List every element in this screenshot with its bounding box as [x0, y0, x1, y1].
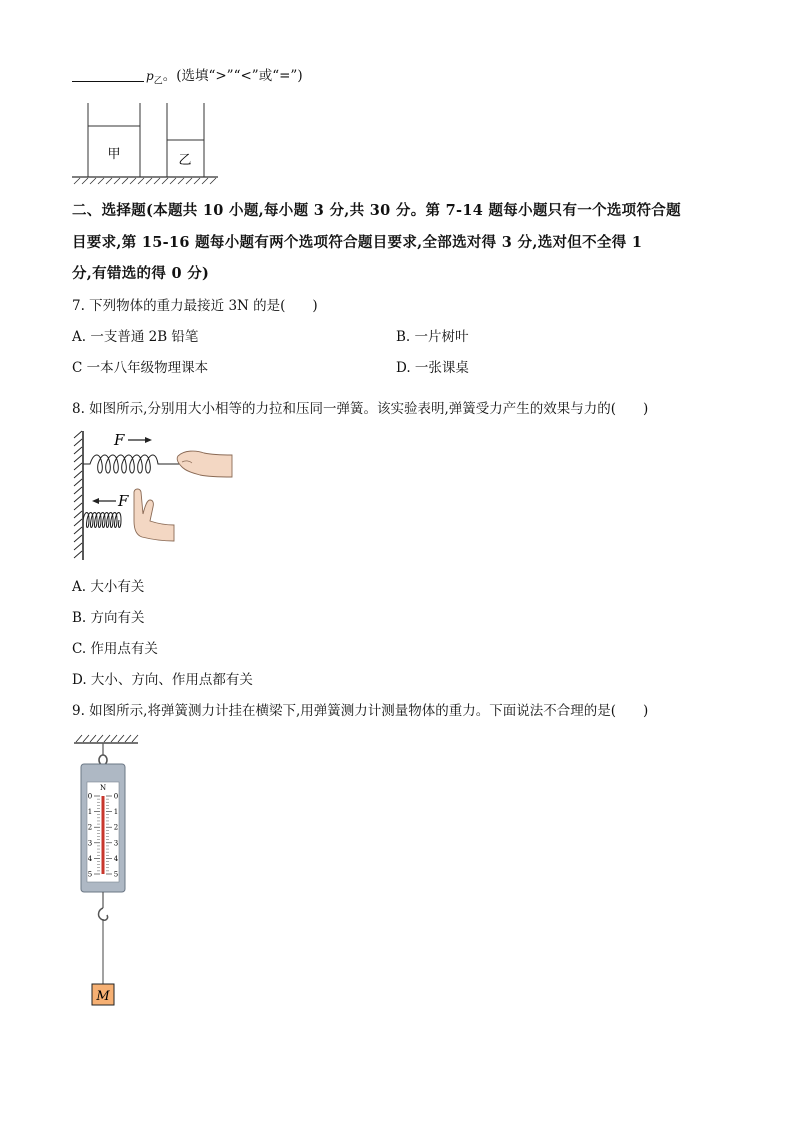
pulling-hand — [177, 451, 232, 477]
fill-hint: 。(选填“>”“<”或“=”) — [162, 68, 303, 84]
q9-stem: 9. 如图所示,将弹簧测力计挂在横梁下,用弹簧测力计测量物体的重力。下面说法不合理的是( ) — [72, 703, 649, 719]
q7-option-c[interactable]: C 一本八年级物理课本 — [72, 360, 209, 376]
ground-hatch — [74, 178, 216, 184]
q8-stem: 8. 如图所示,分别用大小相等的力拉和压同一弹簧。该实验表明,弹簧受力产生的效果与力的( ) — [72, 401, 649, 417]
tick-label-r-5: 5 — [113, 870, 119, 879]
answer-blank[interactable] — [72, 67, 144, 82]
tick-label-l-0: 0 — [87, 792, 93, 801]
force-label-bottom: F — [118, 492, 129, 510]
stretched-spring — [83, 455, 180, 473]
label-yi: 乙 — [178, 153, 192, 168]
bottom-hook — [99, 908, 108, 920]
tick-label-l-2: 2 — [87, 823, 93, 832]
red-indicator — [102, 796, 105, 874]
beam-hatch — [76, 735, 138, 742]
section-heading-line1: 二、选择题(本题共 10 小题,每小题 3 分,共 30 分。第 7-14 题每小题只有一个选项符合题 — [72, 202, 681, 219]
q7-option-d[interactable]: D. 一张课桌 — [396, 360, 469, 376]
q7-option-b[interactable]: B. 一片树叶 — [396, 329, 469, 345]
q6-answer-line — [72, 66, 303, 92]
tick-label-l-1: 1 — [87, 808, 93, 817]
rho-subscript: 乙 — [153, 76, 163, 87]
q8-option-d[interactable]: D. 大小、方向、作用点都有关 — [72, 672, 253, 688]
tick-label-r-4: 4 — [113, 854, 119, 863]
rho-symbol: p — [146, 69, 154, 83]
tick-label-r-1: 1 — [113, 808, 119, 817]
pushing-hand — [134, 489, 174, 541]
compressed-spring — [83, 513, 121, 528]
tick-label-r-2: 2 — [113, 823, 119, 832]
q7-stem: 7. 下列物体的重力最接近 3N 的是( ) — [72, 298, 318, 314]
unit-label: N — [99, 784, 107, 792]
tick-label-r-0: 0 — [113, 792, 119, 801]
tick-label-r-3: 3 — [113, 839, 119, 848]
wall-hatch — [74, 431, 82, 558]
mass-label: M — [96, 989, 110, 1004]
label-jia: 甲 — [107, 147, 121, 162]
spring-figure — [68, 428, 238, 562]
force-label-top: F — [114, 431, 125, 449]
tick-label-l-3: 3 — [87, 839, 93, 848]
tick-label-l-5: 5 — [87, 870, 93, 879]
q8-option-c[interactable]: C. 作用点有关 — [72, 641, 158, 657]
spring-scale-figure — [68, 730, 148, 1010]
q7-option-a[interactable]: A. 一支普通 2B 铅笔 — [72, 329, 199, 345]
q8-option-a[interactable]: A. 大小有关 — [72, 579, 145, 595]
containers-figure — [70, 98, 220, 186]
section-heading-line2: 目要求,第 15-16 题每小题有两个选项符合题目要求,全部选对得 3 分,选对但不全得 1 — [72, 234, 643, 251]
q8-option-b[interactable]: B. 方向有关 — [72, 610, 145, 626]
tick-label-l-4: 4 — [87, 854, 93, 863]
section-heading-line3: 分,有错选的得 0 分) — [72, 265, 210, 282]
